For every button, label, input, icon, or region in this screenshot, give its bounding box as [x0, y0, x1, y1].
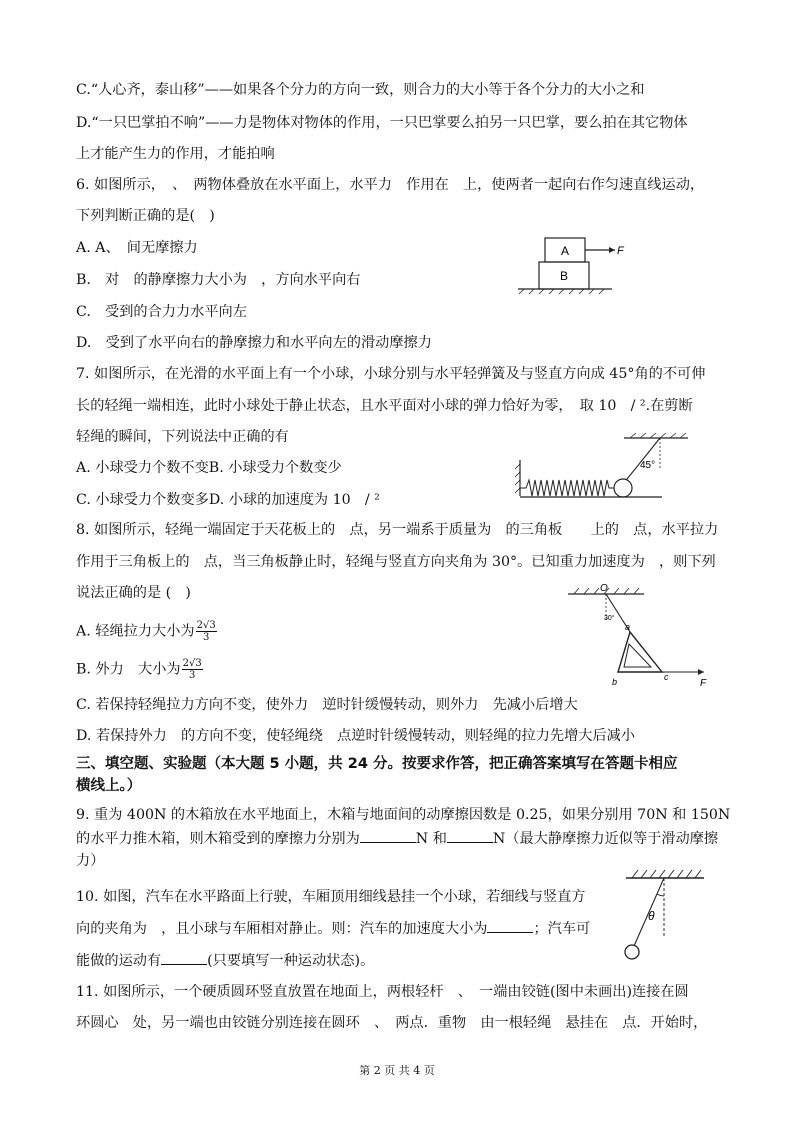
option-c-line: C.“人心齐，泰山移”——如果各个分力的方向一致，则合力的大小等于各个分力的大小之和: [76, 82, 645, 98]
question-9-cont2: 力）: [76, 853, 105, 869]
question-9-cont: [76, 828, 718, 849]
ground-hatch: [519, 289, 604, 294]
wall-hatch: [515, 464, 520, 493]
angle-arc: [657, 894, 664, 896]
question-8-option-d: D. 若保持外力 的方向不变，使轻绳绕 点逆时针缓慢转动，则轻绳的拉力先增大后减小: [76, 728, 636, 744]
question-6-option-a: A. A、 间无摩擦力: [76, 240, 198, 256]
triangle-inner: [624, 644, 651, 667]
fraction-numerator: 2√3: [196, 620, 216, 631]
question-10-text-1: 向的夹角为 ，且小球与车厢相对静止。则：汽车的加速度大小为: [76, 921, 488, 937]
question-9-text-2: N 和: [415, 831, 447, 847]
block-b-label: B: [559, 269, 569, 283]
fraction-numerator: 2√3: [182, 658, 202, 669]
question-11: 11. 如图所示，一个硬质圆环竖直放置在地面上，两根轻杆 、 一端由铰链(图中未画出)连接在圆: [76, 984, 689, 1000]
question-11-cont: 环圆心 处，另一端也由铰链分别连接在圆环 、 两点．重物 由一根轻绳 悬挂在 点．开始时，: [76, 1015, 708, 1031]
point-c-label: c: [664, 672, 669, 682]
arrow-head: [609, 247, 615, 253]
spring: [520, 480, 614, 496]
block-a-label: A: [560, 244, 570, 258]
question-8-option-c: C. 若保持轻绳拉力方向不变，使外力 逆时针缓慢转动，则外力 先减小后增大: [76, 697, 578, 713]
question-7: 7. 如图所示，在光滑的水平面上有一个小球，小球分别与水平轻弹簧及与竖直方向成 45°角的不可伸: [76, 366, 706, 382]
question-8: 8. 如图所示，轻绳一端固定于天花板上的 点，另一端系于质量为 的三角板 上的 点，水平拉力: [76, 522, 719, 538]
question-8-option-a: [76, 620, 217, 643]
ceiling-hatch: [630, 433, 686, 438]
point-a-label: a: [625, 622, 631, 632]
question-7-options-ab: A. 小球受力个数不变B. 小球受力个数变少: [76, 460, 342, 476]
question-7-cont: 长的轻绳一端相连，此时小球处于静止状态，且水平面对小球的弹力恰好为零， 取 10 / ².在剪断: [76, 398, 693, 414]
fraction: [196, 620, 217, 643]
fraction: [182, 658, 203, 681]
question-10-cont2: [76, 950, 374, 971]
question-10-text-2: ；汽车可: [533, 921, 591, 937]
ceiling-hatch: [632, 870, 701, 878]
question-8-option-a-text: A. 轻绳拉力大小为: [76, 623, 195, 640]
point-o-label: O: [600, 583, 608, 594]
point-b-label: b: [612, 677, 618, 687]
question-10-cont: [76, 918, 590, 939]
question-9-text-1: 的水平力推木箱，则木箱受到的摩擦力分别为: [76, 831, 360, 847]
question-10-text-3: 能做的运动有: [76, 953, 162, 969]
question-9: 9. 重为 400N 的木箱放在水平地面上，木箱与地面间的动摩擦因数是 0.25，如果分别用 70N 和 150N: [76, 807, 731, 823]
answer-blank-1[interactable]: [360, 828, 416, 843]
option-d-line: D.“一只巴掌拍不响”——力是物体对物体的作用，一只巴掌要么拍另一只巴掌，要么拍在其它物体: [76, 115, 688, 131]
question-8-cont2: 说法正确的是 ( ): [76, 585, 191, 601]
question-7-cont2: 轻绳的瞬间，下列说法中正确的有: [76, 429, 289, 445]
figure-10-pendulum: [626, 866, 706, 964]
fraction-denominator: 3: [188, 670, 196, 681]
arrow-head: [698, 669, 704, 675]
question-10-text-4: (只要填写一种运动状态)。: [207, 953, 375, 969]
question-8-option-b: [76, 658, 203, 681]
answer-blank-4[interactable]: [161, 950, 207, 965]
figure-6-stacked-blocks: [516, 236, 626, 298]
page-footer: 第 2 页 共 4 页: [359, 1064, 435, 1077]
ball: [625, 945, 639, 959]
angle-label: 30°: [604, 615, 615, 622]
question-7-options-cd: C. 小球受力个数变多D. 小球的加速度为 10 / ²: [76, 492, 380, 508]
question-9-text-3: N（最大静摩擦力近似等于滑动摩擦: [492, 831, 719, 847]
theta-label: θ: [648, 909, 655, 923]
question-6-option-b: B. 对 的静摩擦力大小为 ，方向水平向右: [76, 272, 361, 288]
question-6-option-c: C. 受到的合力力水平向左: [76, 304, 247, 320]
angle-label: 45°: [640, 460, 656, 471]
ball: [614, 479, 632, 497]
question-8-cont: 作用于三角板上的 点，当三角板静止时，轻绳与竖直方向夹角为 30°。已知重力加速度为 ，则下列: [76, 554, 716, 570]
question-6: 6. 如图所示， 、 两物体叠放在水平面上，水平力 作用在 上，使两者一起向右作匀速直线运动，: [76, 177, 705, 193]
figure-8-triangle-plate: [568, 584, 718, 690]
question-6-option-d: D. 受到了水平向右的静摩擦力和水平向左的滑动摩擦力: [76, 335, 432, 351]
question-10: 10. 如图，汽车在水平路面上行驶，车厢顶用细线悬挂一个小球，若细线与竖直方: [76, 889, 586, 905]
force-label: F: [700, 678, 707, 689]
section-3-heading-cont: 横线上。）: [76, 778, 142, 794]
question-8-option-b-text: B. 外力 大小为: [76, 661, 181, 678]
section-3-heading: 三、填空题、实验题（本大题 5 小题，共 24 分。按要求作答，把正确答案填写在答题卡相应: [76, 756, 678, 772]
fraction-denominator: 3: [202, 632, 210, 643]
option-d-line-cont: 上才能产生力的作用，才能拍响: [76, 146, 275, 162]
answer-blank-2[interactable]: [447, 828, 493, 843]
question-6-cont: 下列判断正确的是( ): [76, 208, 215, 224]
figure-7-spring-ball: [512, 432, 692, 504]
force-label: F: [617, 245, 624, 257]
answer-blank-3[interactable]: [487, 918, 533, 933]
